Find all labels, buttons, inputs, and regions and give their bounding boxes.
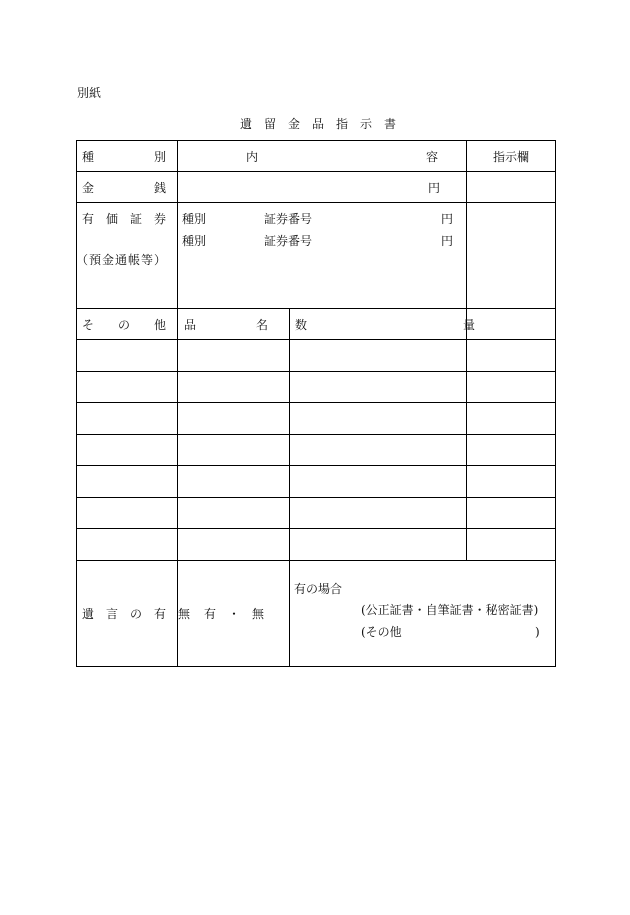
will-other-open: (その他	[361, 625, 402, 639]
securities-label: 有 価 証 券	[82, 212, 167, 226]
securities-sublabel: （預金通帳等）	[76, 253, 168, 267]
quantity-header: 数 量	[295, 318, 476, 332]
cash-unit: 円	[428, 181, 441, 195]
header-kind: 種 別	[82, 150, 167, 164]
item-name-header: 品 名	[184, 318, 269, 332]
attachment-label: 別紙	[77, 86, 102, 100]
securities-number-1: 証券番号	[264, 212, 313, 226]
securities-kind-2: 種別	[182, 234, 207, 248]
header-content: 内 容	[246, 150, 439, 164]
securities-number-2: 証券番号	[264, 234, 313, 248]
will-label: 遺 言 の 有 無	[82, 607, 191, 621]
other-label: そ の 他	[82, 318, 167, 332]
will-types: (公正証書・自筆証書・秘密証書)	[361, 603, 539, 617]
page-title: 遺 留 金 品 指 示 書	[240, 117, 397, 131]
will-other-close: )	[535, 625, 540, 639]
securities-kind-1: 種別	[182, 212, 207, 226]
cash-label: 金 銭	[82, 181, 167, 195]
header-instruction: 指示欄	[493, 150, 530, 164]
will-choice: 有 ・ 無	[204, 607, 265, 621]
securities-unit-2: 円	[441, 234, 454, 248]
securities-unit-1: 円	[441, 212, 454, 226]
will-if-yes: 有の場合	[294, 582, 343, 596]
